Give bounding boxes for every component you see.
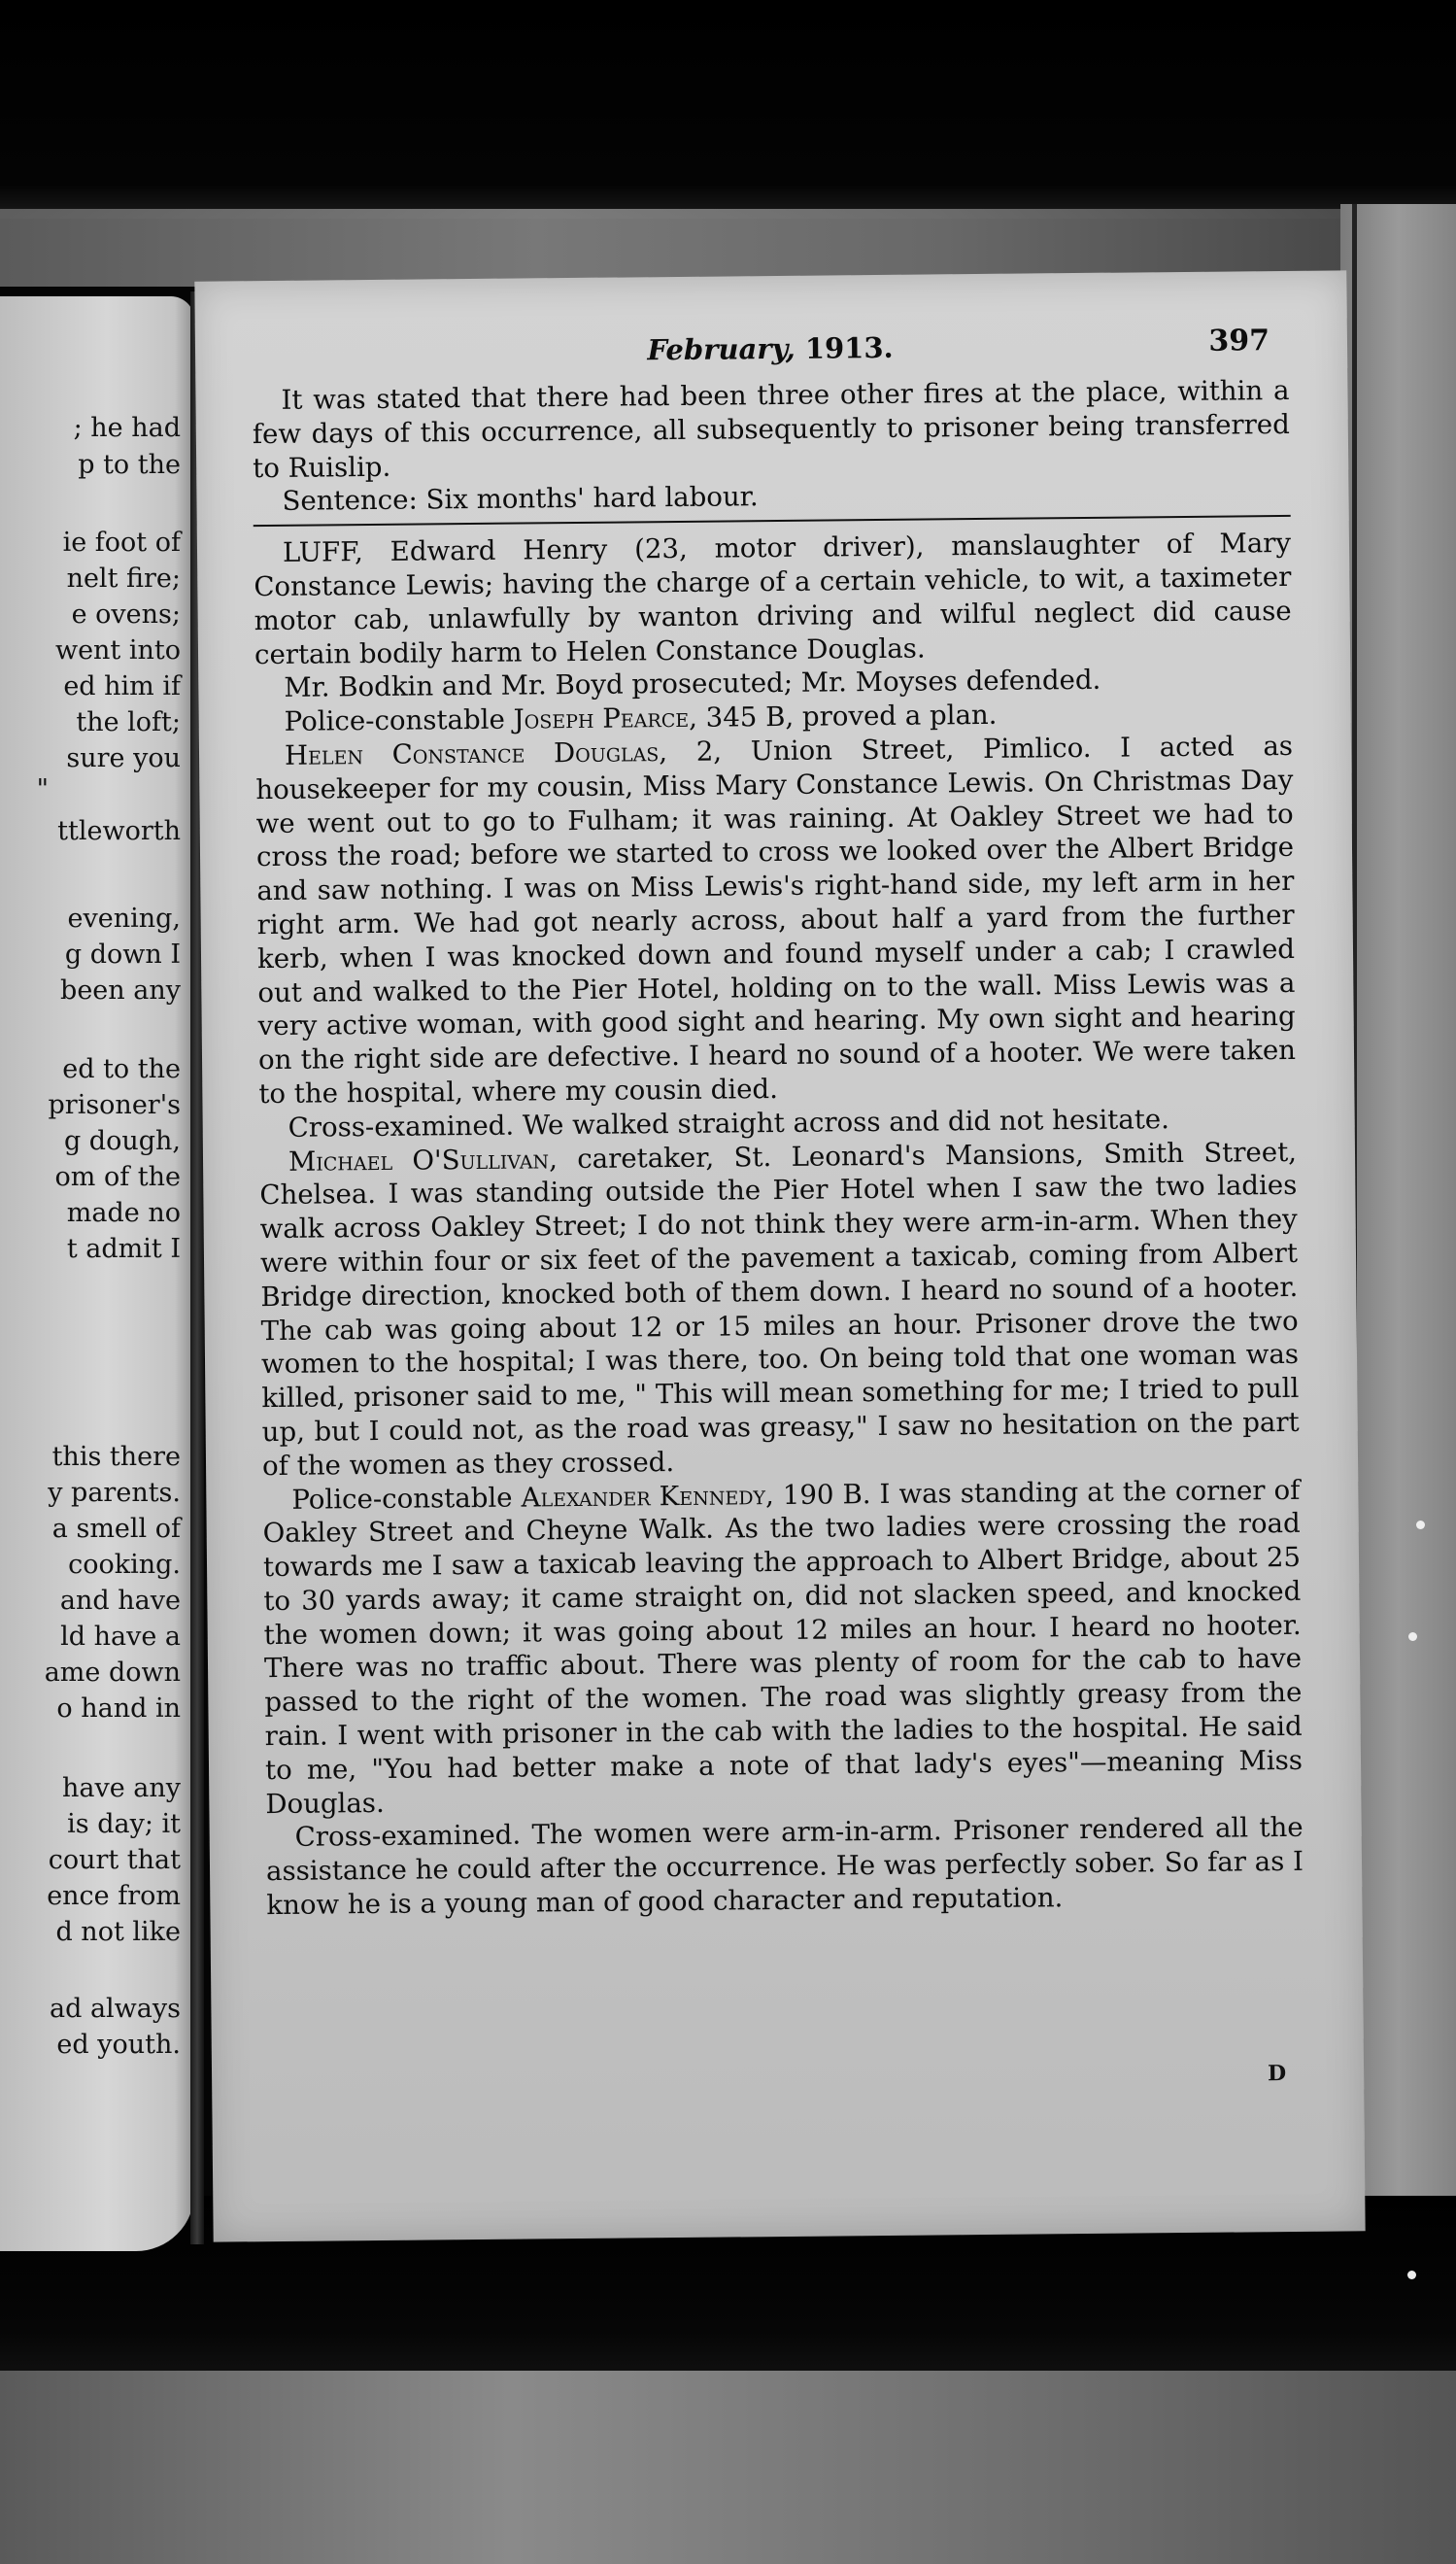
left-line: ie foot of — [62, 528, 181, 558]
counsel-line: Mr. Bodkin and Mr. Boyd prosecuted; Mr. Moyses defended. — [284, 664, 1101, 704]
left-line: o hand in — [56, 1693, 181, 1724]
witness-paragraph — [259, 1135, 1300, 1483]
running-head-date — [252, 327, 1289, 370]
dust-speck — [1416, 1521, 1425, 1529]
witness-name: Helen Constance Douglas — [284, 735, 660, 771]
left-line: " — [36, 774, 49, 804]
left-line: cooking. — [68, 1550, 181, 1580]
left-line: ame down — [44, 1658, 181, 1688]
left-line: ence from — [47, 1881, 181, 1911]
cross-examination: Cross-examined. We walked straight across and did not hesitate. — [288, 1102, 1170, 1144]
left-line: p to the — [78, 450, 181, 480]
witness-text: , caretaker, St. Leonard's Mansions, Smith Street, Chelsea. I was standing outside the Pier Hotel when I saw the two ladies walk across Oakley Street; I do not think they were arm-in-arm. When they were within four or six feet of the pavement a taxicab, coming from Albert Bridge direction, knocked both of them down. I heard no sound of a hooter. The cab was going about 12 or 15 miles an hour. Prisoner drove the two women to the hospital; I was there, too. On being told that one woman was killed, prisoner said to me, " This will mean something for me; I tried to pull up, but I could not, as the road was greasy," I saw no hesitation on the part of the women as they crossed. — [259, 1135, 1300, 1482]
page-content — [252, 324, 1304, 1923]
left-line: y parents. — [48, 1478, 181, 1508]
left-line: ed him if — [63, 671, 181, 701]
left-line: ed to the — [62, 1054, 181, 1084]
left-line: court that — [48, 1845, 181, 1875]
dust-speck — [1407, 2271, 1416, 2279]
case-heading: LUFF, Edward Henry (23, motor driver), manslaughter of Mary Constance Lewis; having the charge of a certain vehicle, to wit, a taximeter motor cab, unlawfully by wanton driving and wilful neglect did cause certain bodily harm to Helen Constance Douglas. — [254, 527, 1292, 670]
left-line: prisoner's — [48, 1090, 181, 1120]
witness-paragraph — [262, 1473, 1303, 1821]
running-head-year: 1913. — [804, 330, 894, 365]
left-line: ed youth. — [56, 2030, 181, 2060]
left-line: a smell of — [51, 1514, 181, 1544]
left-line: g dough, — [63, 1126, 181, 1156]
witness-text: , 190 B. I was standing at the corner of Oakley Street and Cheyne Walk. As the two ladies were crossing the road towards me I saw a taxicab leaving the approach to Albert Bridge, about 25 to 30 yards away; it came straight on, did not slacken speed, and knocked the women down; it was going about 12 miles an hour. I heard no hooter. There was no traffic about. There was plenty of room for the cab to have passed to the right of the women. The road was slightly greasy from the rain. I went with prisoner in the cab with the ladies to the hospital. He said to me, "You had better make a note of that lady's eyes"—meaning Miss Douglas. — [262, 1473, 1304, 1820]
left-line: ; he had — [73, 413, 181, 443]
cross-examination: Cross-examined. The women were arm-in-arm. Prisoner rendered all the assistance he could after the occurrence. He was perfectly sober. So far as I know he is a young man of good character and reputation. — [265, 1811, 1304, 1922]
dust-speck — [1408, 1632, 1417, 1641]
left-line: e ovens; — [71, 599, 181, 630]
witness-name: Alexander Kennedy — [521, 1478, 766, 1514]
running-head-month: February, — [647, 331, 796, 367]
left-line: ad always — [49, 1994, 181, 2024]
scanner-bottom-floor — [0, 2371, 1456, 2564]
paragraph: It was stated that there had been three other fires at the place, within a few days of this occurrence, all subsequently to prisoner being transferred to Ruislip. — [252, 373, 1290, 484]
scanner-top-band — [0, 0, 1456, 219]
witness-name: Joseph Pearce — [513, 701, 690, 735]
body-text — [252, 374, 1304, 1923]
left-line: made no — [66, 1198, 181, 1228]
page-number: 397 — [1208, 324, 1270, 359]
witness-paragraph — [255, 730, 1297, 1111]
witness-text: , 345 B, proved a plan. — [688, 699, 998, 735]
left-line: g down I — [64, 940, 181, 970]
left-page-text — [0, 296, 194, 2251]
witness-name: Michael O'Sullivan — [288, 1142, 550, 1178]
signature-letter: D — [1267, 2061, 1287, 2087]
left-line: sure you — [66, 743, 181, 773]
witness-prefix: Police-constable — [291, 1481, 522, 1516]
witness-prefix: Police-constable — [284, 702, 514, 738]
left-line: the loft; — [76, 707, 181, 737]
left-line: have any — [61, 1773, 181, 1803]
main-page — [194, 270, 1365, 2241]
sentence-line: Sentence: Six months' hard labour. — [282, 480, 759, 518]
left-line: ttleworth — [57, 816, 181, 846]
left-facing-page — [0, 296, 194, 2251]
left-line: this there — [51, 1442, 181, 1472]
left-line: ld have a — [60, 1622, 181, 1652]
left-line: d not like — [55, 1917, 181, 1947]
left-line: t admit I — [66, 1234, 181, 1264]
left-line: om of the — [54, 1162, 181, 1192]
witness-text: , 2, Union Street, Pimlico. I acted as housekeeper for my cousin, Miss Mary Constance Lewis. On Christmas Day we went out to go to Fulham; it was raining. At Oakley Street we had to cross the road; before we started to cross we looked over the Albert Bridge and saw nothing. I was on Miss Lewis's right-hand side, my left arm in her right arm. We had got nearly across, about half a yard from the further kerb, when I was knocked down and found myself under a cab; I crawled out and walked to the Pier Hotel, holding on to the wall. Miss Lewis was a very active woman, with good sight and hearing. My own sight and hearing on the right side are defective. I heard no sound of a hooter. We were taken to the hospital, where my cousin died. — [255, 729, 1297, 1111]
left-line: nelt fire; — [66, 564, 181, 594]
left-line: is day; it — [67, 1809, 181, 1839]
left-line: went into — [54, 635, 181, 666]
left-line: been any — [60, 975, 181, 1006]
running-head — [252, 324, 1289, 384]
left-line: and have — [59, 1586, 181, 1616]
left-line: evening, — [67, 904, 181, 934]
